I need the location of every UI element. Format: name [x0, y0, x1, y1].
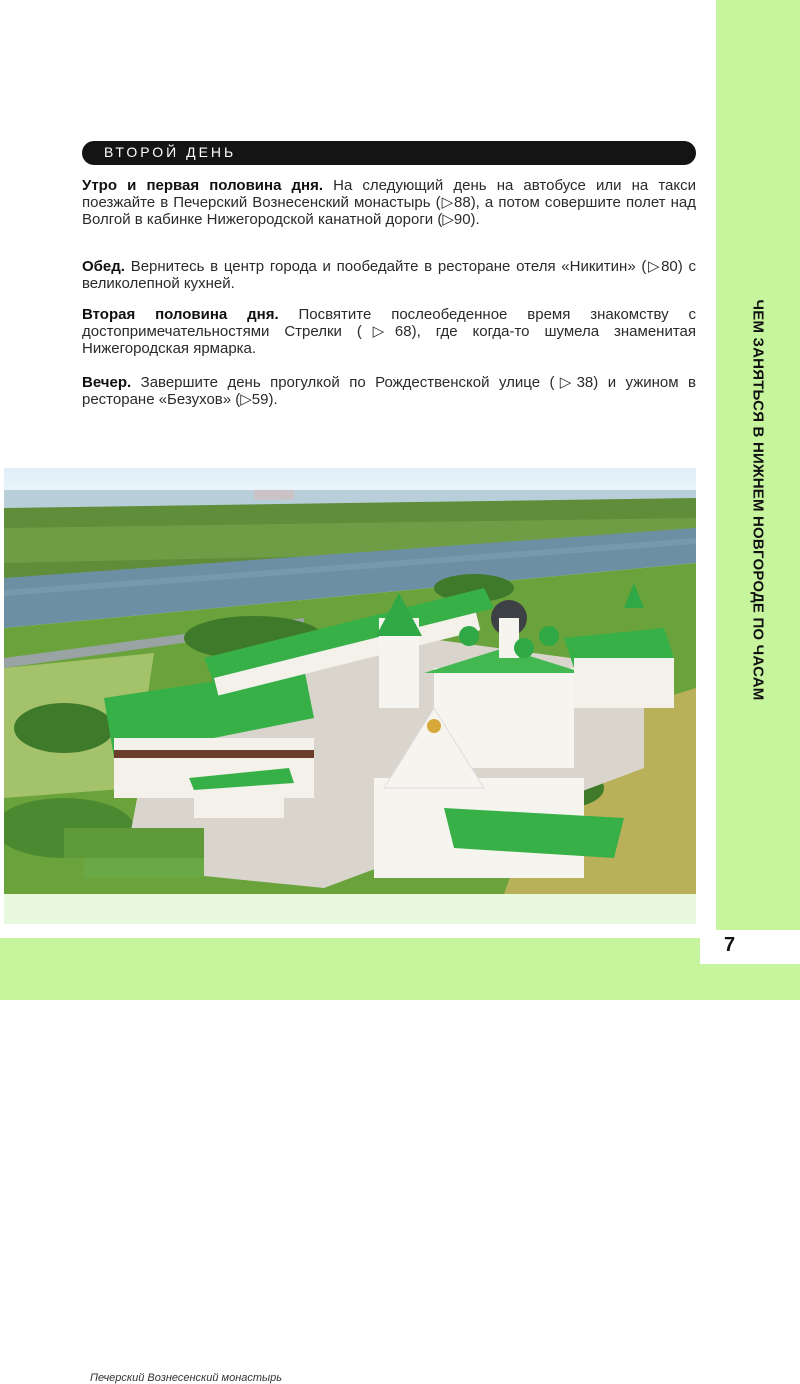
sidebar-title: ЧЕМ ЗАНЯТЬСЯ В НИЖНЕМ НОВГОРОДЕ ПО ЧАСАМ: [749, 299, 767, 701]
section-title: ВТОРОЙ ДЕНЬ: [104, 144, 237, 160]
photo-caption: Печерский Вознесенский монастырь: [90, 1372, 283, 1384]
paragraph-heading: Обед.: [82, 258, 125, 275]
monastery-photo: [4, 468, 696, 894]
paragraph-evening: [82, 374, 696, 408]
footer-band: [0, 938, 800, 1000]
paragraph-afternoon: [82, 306, 696, 357]
paragraph-text: На следующий день на автобусе или на такси поезжайте в Печерский Вознесенский монастырь (▷88), а потом совершите полет над Волгой в кабинке Нижегородской канатной дороги (▷90).: [82, 177, 697, 228]
paragraph-lunch: [82, 258, 696, 292]
paragraph-text: Вернитесь в центр города и пообедайте в ресторане отеля «Никитин» (▷80) с великолепной кухней.: [82, 258, 696, 292]
photo-frame: [4, 468, 696, 1384]
paragraph-text: Посвятите послеобеденное время знакомству с достопримечательностями Стрелки (▷68), где когда-то шумела знаменитая Нижегородская ярмарка.: [82, 306, 696, 357]
paragraph-morning: [82, 177, 696, 228]
paragraph-heading: Вторая половина дня.: [82, 306, 279, 323]
paragraph-heading: Утро и первая половина дня.: [82, 177, 324, 194]
paragraph-text: Завершите день прогулкой по Рождественской улице (▷38) и ужином в ресторане «Безухов» (▷59).: [82, 374, 696, 408]
section-header: [82, 141, 696, 165]
page-number-box: [700, 930, 800, 964]
page-number: 7: [724, 934, 736, 956]
paragraph-heading: Вечер.: [82, 374, 132, 391]
